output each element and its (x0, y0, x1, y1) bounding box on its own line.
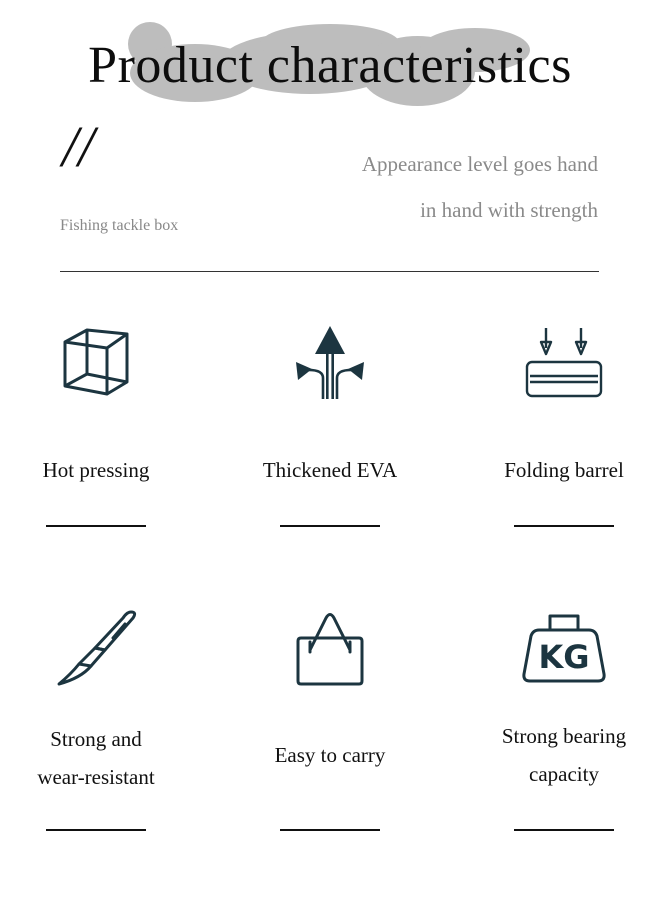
feature-label: Hot pressing (42, 458, 150, 482)
feature-label: wear-resistant (37, 765, 155, 789)
feature-underline (514, 829, 614, 831)
feature-underline (46, 829, 146, 831)
kg-weight-icon (521, 610, 607, 686)
handbag-icon (293, 608, 367, 688)
slash-mark: // (62, 114, 95, 179)
feature-label: capacity (529, 762, 599, 786)
page-title: Product characteristics (88, 37, 572, 94)
feature-label: Thickened EVA (262, 458, 398, 482)
header-divider (60, 271, 599, 272)
cube-icon (61, 324, 131, 396)
feature-label: Folding barrel (504, 458, 624, 482)
slogan-line-2: in hand with strength (420, 198, 598, 222)
diverging-arrows-icon (295, 324, 365, 400)
feature-label: Strong bearing (501, 724, 627, 748)
subtitle: Fishing tackle box (60, 217, 179, 234)
feature-underline (514, 525, 614, 527)
press-down-icon (524, 324, 604, 400)
feature-underline (280, 829, 380, 831)
slogan-line-1: Appearance level goes hand (361, 152, 598, 176)
feature-label: Strong and (50, 727, 142, 751)
scalpel-icon (51, 608, 141, 688)
feature-underline (280, 525, 380, 527)
title-block (0, 18, 660, 118)
kg-label: KG (538, 638, 590, 676)
feature-underline (46, 525, 146, 527)
feature-label: Easy to carry (274, 743, 386, 767)
